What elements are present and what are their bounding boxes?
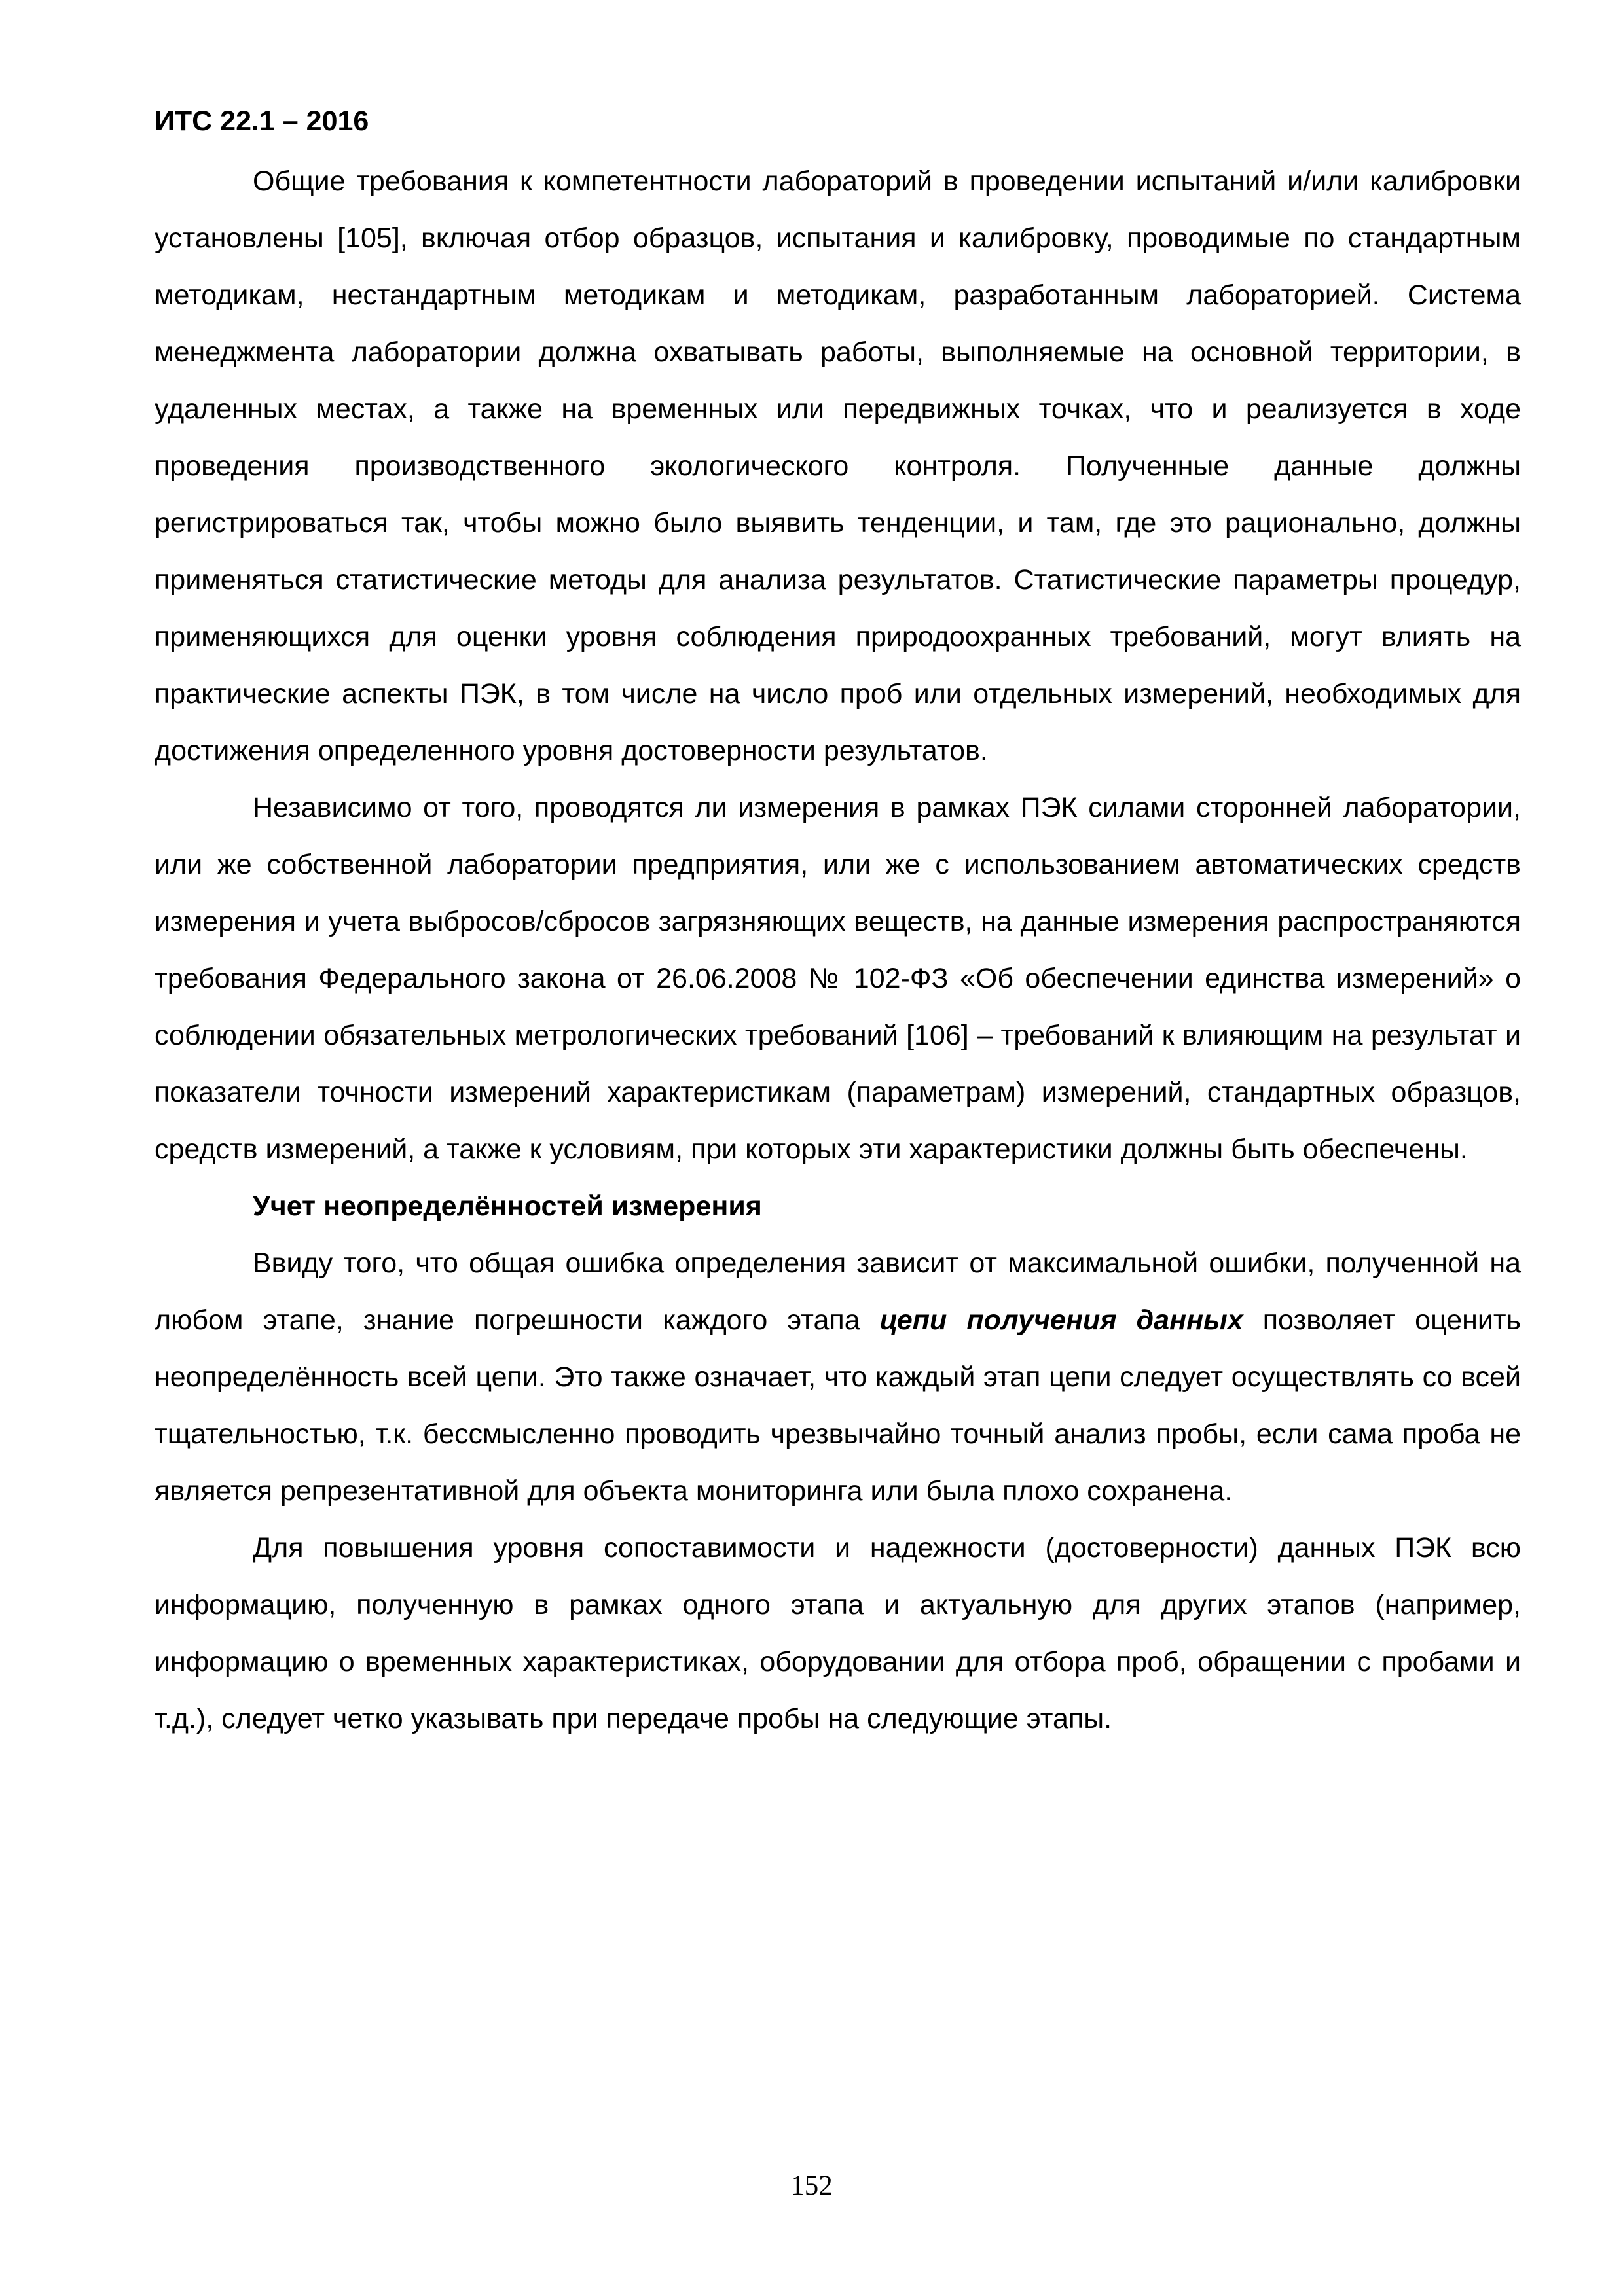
document-header-code: ИТС 22.1 – 2016: [155, 105, 369, 137]
document-body: [155, 153, 1521, 1748]
page-number: 152: [790, 2170, 833, 2201]
paragraph-uncertainty: [155, 1235, 1521, 1520]
paragraph-lab-competence: Общие требования к компетентности лабораторий в проведении испытаний и/или калибровки установлены [105], включая отбор образцов, испытания и калибровку, проводимые по стандартным методикам, нестандартным методикам и методикам, разработанным лабораторией. Система менеджмента лаборатории должна охватывать работы, выполняемые на основной территории, в удаленных местах, а также на временных или передвижных точках, что и реализуется в ходе проведения производственного экологического контроля. Полученные данные должны регистрироваться так, чтобы можно было выявить тенденции, и там, где это рационально, должны применяться статистические методы для анализа результатов. Статистические параметры процедур, применяющихся для оценки уровня соблюдения природоохранных требований, могут влиять на практические аспекты ПЭК, в том числе на число проб или отдельных измерений, необходимых для достижения определенного уровня достоверности результатов.: [155, 166, 1521, 766]
paragraph-uncertainty-text-start: Ввиду того, что общая ошибка определения зависит от максимальной ошибки, полученной на любом этапе, знание погрешности каждого этапа: [155, 1247, 1521, 1336]
paragraph-measurement-requirements: Независимо от того, проводятся ли измерения в рамках ПЭК силами сторонней лаборатории, или же собственной лаборатории предприятия, или же с использованием автоматических средств измерения и учета выбросов/сбросов загрязняющих веществ, на данные измерения распространяются требования Федерального закона от 26.06.2008 № 102-ФЗ «Об обеспечении единства измерений» о соблюдении обязательных метрологических требований [106] – требований к влияющим на результат и показатели точности измерений характеристикам (параметрам) измерений, стандартных образцов, средств измерений, а также к условиям, при которых эти характеристики должны быть обеспечены.: [155, 792, 1521, 1165]
emphasis-data-chain: цепи получения данных: [879, 1304, 1243, 1336]
paragraph-data-comparability: Для повышения уровня сопоставимости и надежности (достоверности) данных ПЭК всю информацию, полученную в рамках одного этапа и актуальную для других этапов (например, информацию о временных характеристиках, оборудовании для отбора проб, обращении с пробами и т.д.), следует четко указывать при передаче пробы на следующие этапы.: [155, 1532, 1521, 1734]
paragraph-uncertainty-text-end: позволяет оценить неопределённость всей цепи. Это также означает, что каждый этап цепи следует осуществлять со всей тщательностью, т.к. бессмысленно проводить чрезвычайно точный анализ пробы, если сама проба не является репрезентативной для объекта мониторинга или была плохо сохранена.: [155, 1304, 1521, 1507]
section-subheading: Учет неопределённостей измерения: [253, 1191, 762, 1222]
